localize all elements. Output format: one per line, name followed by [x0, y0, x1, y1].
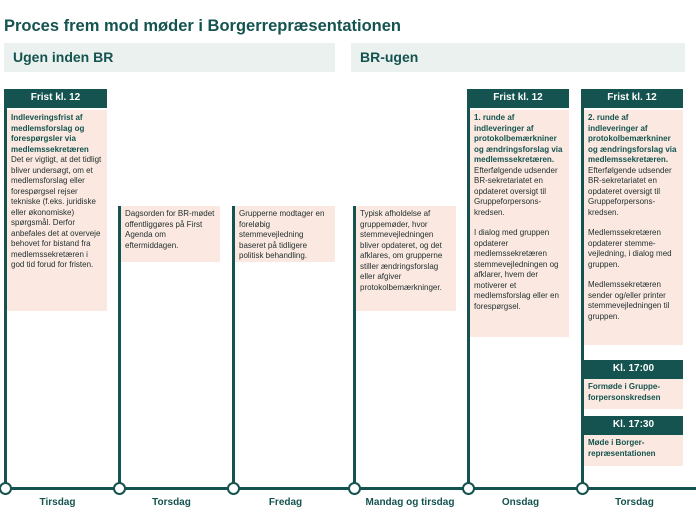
onsdag-paragraph-1 — [474, 113, 565, 218]
section-header-during: BR-ugen — [351, 43, 685, 72]
onsdag-heading: 1. runde af indleveringer af protokolbemærkniner og ændringsforslag via medlemssekretæren — [474, 113, 563, 164]
torsdag-br-paragraph-3: Medlemssekretæren sender og/eller printer stemmevejledningen til gruppen. — [588, 280, 670, 321]
tirsdag-box — [7, 110, 107, 311]
day-label-torsdag-br: Torsdag — [615, 497, 654, 508]
torsdag-br-box — [584, 110, 683, 345]
torsdag-box — [121, 206, 220, 262]
event-time-1730: Kl. 17:30 — [584, 416, 683, 435]
section-header-before: Ugen inden BR — [4, 43, 335, 72]
day-label-tirsdag: Tirsdag — [39, 497, 76, 508]
onsdag-heading-end: . — [551, 155, 555, 164]
day-label-mandag-tirsdag: Mandag og tirsdag — [365, 497, 455, 508]
timeline-node-torsdag-br — [576, 482, 589, 495]
event-formoede: Formøde i Gruppe-forpersonskredsen — [584, 379, 683, 409]
event-time-1700: Kl. 17:00 — [584, 360, 683, 379]
day-label-onsdag: Onsdag — [501, 497, 540, 508]
mandag-tirsdag-body: Typisk afholdelse af gruppemøder, hvor stemmevejledningen bliver opdateret, og det afklares, om grupperne stiller ændringsforslag eller afgiver protokolbemærkninger. — [360, 209, 443, 292]
torsdag-br-text-1: Efterfølgende udsender BR-sekretariatet en opdateret oversigt til Gruppeforpersons-kredsen. — [588, 165, 672, 217]
timeline-node-torsdag — [113, 482, 126, 495]
onsdag-paragraph-2: I dialog med gruppen opdaterer medlemssekretæren stemmevejledningen og afklarer, hvem der motiverer et medlemsforslag eller en forespørgsel. — [474, 228, 559, 311]
day-label-fredag: Fredag — [268, 497, 303, 508]
timeline-node-onsdag — [462, 482, 475, 495]
page-title: Proces frem mod møder i Borgerrepræsentationen — [4, 17, 402, 35]
torsdag-br-heading: 2. runde af indleveringer af protokolbemærkniner og ændringsforslag via medlemssekretæren. — [588, 113, 677, 164]
tirsdag-heading: Indleveringsfrist af medlemsforslag og forespørgsler via medlemssekretæren — [11, 113, 89, 154]
fredag-body: Grupperne modtager en foreløbig stemmevejledning baseret på tidligere politisk behandling. — [239, 209, 325, 260]
torsdag-br-paragraph-1 — [588, 113, 679, 218]
torsdag-br-paragraph-2: Medlemssekretæren opdaterer stemme-vejledning, i dialog med gruppen. — [588, 228, 672, 269]
timeline-node-tirsdag — [0, 482, 12, 495]
torsdag-body: Dagsorden for BR-mødet offentliggøres på First Agenda om eftermiddagen. — [125, 209, 215, 250]
deadline-header-torsdag-br: Frist kl. 12 — [581, 89, 683, 108]
tirsdag-body: Det er vigtigt, at det tidligt bliver undersøgt, om et medlemsforslag eller forespørgsel rejser tekniske (f.eks. juridiske eller økonomiske) spørgsmål. Derfor anbefales det at overveje behovet for bistand fra medlemssekretæren i god tid forud for fristen. — [11, 155, 102, 269]
mandag-tirsdag-box — [356, 206, 456, 311]
timeline-node-mandag-tirsdag — [348, 482, 361, 495]
event-moede-br: Møde i Borger-repræsentationen — [584, 435, 683, 466]
timeline-node-fredag — [227, 482, 240, 495]
deadline-header-onsdag: Frist kl. 12 — [467, 89, 569, 108]
onsdag-text-1: Efterfølgende udsender BR-sekretariatet en opdateret oversigt til Gruppeforpersons-kredsen. — [474, 165, 558, 217]
day-label-torsdag: Torsdag — [152, 497, 191, 508]
fredag-box — [235, 206, 335, 262]
deadline-header-tirsdag: Frist kl. 12 — [4, 89, 107, 108]
onsdag-box — [470, 110, 569, 337]
